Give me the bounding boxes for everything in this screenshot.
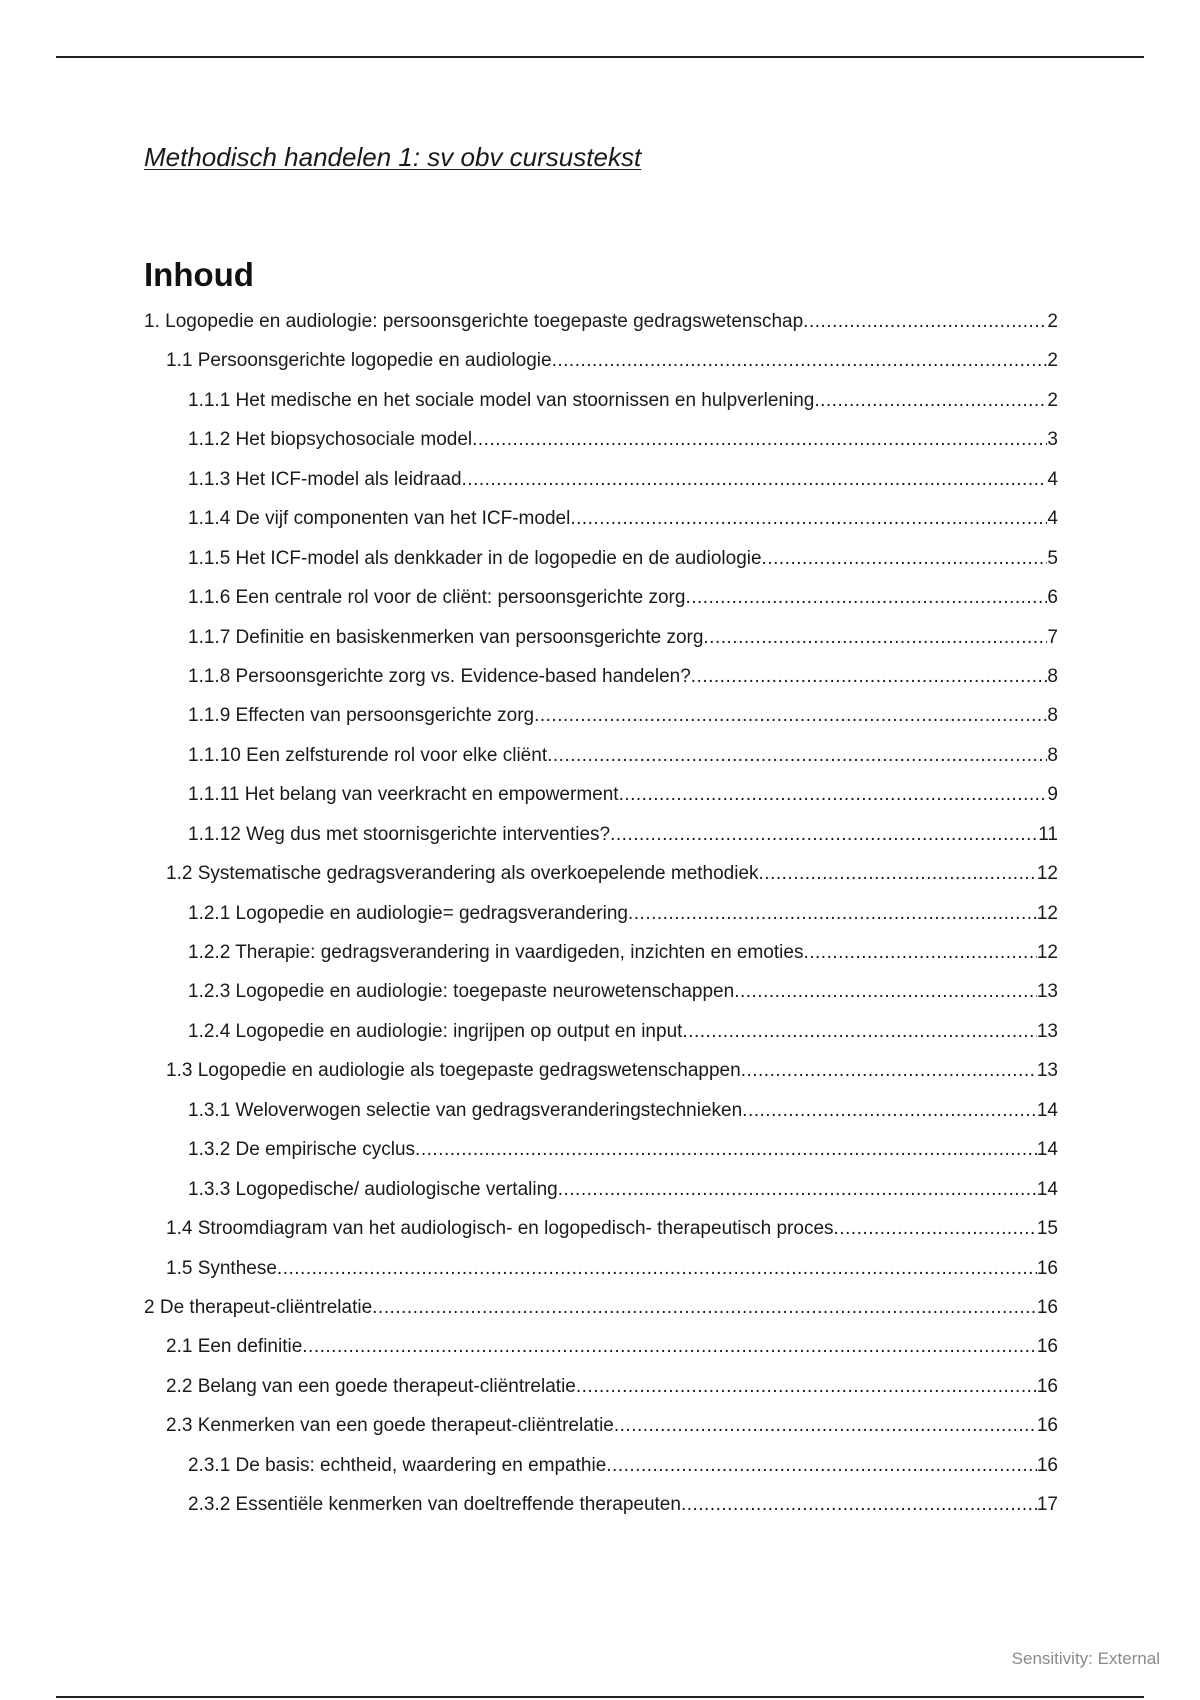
toc-entry-label: 2.3.1 De basis: echtheid, waardering en empathie <box>188 1454 607 1476</box>
toc-entry-page-number: 9 <box>1047 784 1058 806</box>
toc-entry-page-number: 14 <box>1036 1139 1058 1161</box>
toc-dot-leader <box>682 1019 1036 1045</box>
toc-entry-label: 1.2 Systematische gedragsverandering als overkoepelende methodiek <box>166 863 759 885</box>
toc-entry-page-number: 17 <box>1036 1494 1058 1516</box>
toc-entry[interactable] <box>144 427 1058 466</box>
toc-dot-leader <box>570 506 1047 532</box>
toc-entry-label: 1.1.10 Een zelfsturende rol voor elke cliënt <box>188 744 548 766</box>
toc-dot-leader <box>576 1374 1037 1400</box>
document-title: Methodisch handelen 1: sv obv cursustekst <box>144 142 642 172</box>
toc-dot-leader <box>814 388 1047 414</box>
toc-entry-label: 1.1.11 Het belang van veerkracht en empowerment <box>188 784 619 806</box>
toc-entry-page-number: 16 <box>1036 1336 1058 1358</box>
toc-entry-label: 1. Logopedie en audiologie: persoonsgerichte toegepaste gedragswetenschap <box>144 311 804 332</box>
toc-dot-leader <box>547 743 1047 769</box>
toc-dot-leader <box>685 585 1047 611</box>
toc-entry-page-number: 16 <box>1036 1415 1058 1437</box>
toc-entry-label: 1.1.12 Weg dus met stoornisgerichte interventies? <box>188 823 611 845</box>
toc-entry-label: 1.3.1 Weloverwogen selectie van gedragsveranderingstechnieken <box>188 1099 743 1121</box>
toc-entry-label: 1.2.2 Therapie: gedragsverandering in vaardigeden, inzichten en emoties <box>188 942 804 963</box>
toc-entry-label: 1.1.5 Het ICF-model als denkkader in de logopedie en de audiologie <box>188 547 762 569</box>
toc-entry[interactable] <box>144 861 1058 900</box>
toc-dot-leader <box>803 309 1047 335</box>
toc-dot-leader <box>558 1177 1037 1203</box>
toc-entry-page-number: 2 <box>1047 350 1058 372</box>
toc-dot-leader <box>691 664 1048 690</box>
toc-entry-label: 1.1.1 Het medische en het sociale model van stoornissen en hulpverlening <box>188 389 815 411</box>
toc-entry-label: 1.1.4 De vijf componenten van het ICF-model <box>188 508 571 530</box>
toc-dot-leader <box>606 1453 1037 1479</box>
toc-entry-label: 2.3.2 Essentiële kenmerken van doeltreffende therapeuten <box>188 1494 681 1516</box>
toc-dot-leader <box>759 861 1037 887</box>
toc-entry[interactable] <box>144 1453 1058 1492</box>
toc-entry[interactable] <box>144 782 1058 821</box>
toc-dot-leader <box>372 1295 1037 1321</box>
toc-entry[interactable] <box>144 1177 1058 1216</box>
toc-entry[interactable] <box>144 1216 1058 1255</box>
toc-entry-page-number: 8 <box>1047 744 1058 766</box>
toc-dot-leader <box>762 546 1048 572</box>
toc-entry-page-number: 14 <box>1036 1178 1058 1200</box>
toc-entry-page-number: 2 <box>1047 389 1058 411</box>
toc-entry-label: 1.3.3 Logopedische/ audiologische vertaling <box>188 1178 558 1200</box>
toc-entry[interactable] <box>144 979 1058 1018</box>
toc-entry-page-number: 8 <box>1047 705 1058 727</box>
toc-entry-page-number: 2 <box>1047 311 1058 332</box>
toc-entry[interactable] <box>144 940 1058 979</box>
toc-entry-page-number: 12 <box>1036 942 1058 963</box>
toc-entry-label: 2.2 Belang van een goede therapeut-cliëntrelatie <box>166 1375 576 1397</box>
toc-entry[interactable] <box>144 309 1058 348</box>
toc-dot-leader <box>415 1137 1037 1163</box>
toc-entry[interactable] <box>144 1492 1058 1531</box>
toc-entry-page-number: 5 <box>1047 547 1058 569</box>
toc-entry-page-number: 13 <box>1036 1020 1058 1042</box>
toc-dot-leader <box>462 467 1048 493</box>
toc-entry[interactable] <box>144 1137 1058 1176</box>
top-divider <box>56 56 1144 58</box>
toc-dot-leader <box>614 1413 1037 1439</box>
toc-dot-leader <box>834 1216 1037 1242</box>
toc-entry[interactable] <box>144 388 1058 427</box>
toc-entry-label: 1.1.7 Definitie en basiskenmerken van persoonsgerichte zorg <box>188 626 704 648</box>
toc-entry-label: 2.1 Een definitie <box>166 1336 303 1358</box>
toc-dot-leader <box>703 625 1047 651</box>
toc-dot-leader <box>734 979 1037 1005</box>
toc-entry[interactable] <box>144 822 1058 861</box>
toc-entry[interactable] <box>144 585 1058 624</box>
toc-dot-leader <box>534 703 1047 729</box>
toc-entry[interactable] <box>144 1413 1058 1452</box>
toc-entry-page-number: 16 <box>1036 1375 1058 1397</box>
toc-entry[interactable] <box>144 703 1058 742</box>
toc-entry-label: 1.5 Synthese <box>166 1257 277 1279</box>
toc-entry-page-number: 16 <box>1036 1296 1058 1318</box>
toc-entry[interactable] <box>144 1256 1058 1295</box>
toc-entry-label: 1.1.6 Een centrale rol voor de cliënt: persoonsgerichte zorg <box>188 587 686 609</box>
toc-dot-leader <box>742 1098 1037 1124</box>
toc-entry-label: 1.2.3 Logopedie en audiologie: toegepaste neurowetenschappen <box>188 981 735 1003</box>
toc-entry-page-number: 12 <box>1036 902 1058 924</box>
toc-entry[interactable] <box>144 1058 1058 1097</box>
toc-entry[interactable] <box>144 625 1058 664</box>
toc-entry-label: 1.2.1 Logopedie en audiologie= gedragsverandering <box>188 902 628 924</box>
toc-entry[interactable] <box>144 1334 1058 1373</box>
toc-entry[interactable] <box>144 1019 1058 1058</box>
toc-entry-page-number: 12 <box>1036 863 1058 885</box>
toc-entry[interactable] <box>144 467 1058 506</box>
toc-entry-label: 1.1.8 Persoonsgerichte zorg vs. Evidence-based handelen? <box>188 665 691 687</box>
toc-entry-label: 1.1 Persoonsgerichte logopedie en audiologie <box>166 350 552 372</box>
toc-dot-leader <box>302 1334 1037 1360</box>
toc-dot-leader <box>552 348 1048 374</box>
toc-dot-leader <box>803 940 1036 966</box>
toc-entry-label: 2 De therapeut-cliëntrelatie <box>144 1296 373 1318</box>
toc-entry-page-number: 13 <box>1036 1060 1058 1082</box>
toc-entry-page-number: 4 <box>1047 468 1058 490</box>
toc-entry-page-number: 11 <box>1038 823 1058 845</box>
toc-entry[interactable] <box>144 506 1058 545</box>
toc-dot-leader <box>610 822 1038 848</box>
toc-heading: Inhoud <box>144 256 254 293</box>
sensitivity-label: Sensitivity: External <box>1011 1649 1160 1668</box>
bottom-divider <box>56 1696 1144 1698</box>
toc-entry-page-number: 14 <box>1036 1099 1058 1121</box>
toc-entry-label: 1.4 Stroomdiagram van het audiologisch- en logopedisch- therapeutisch proces <box>166 1218 834 1240</box>
toc-dot-leader <box>741 1058 1037 1084</box>
toc-entry-page-number: 6 <box>1047 587 1058 609</box>
toc-entry[interactable] <box>144 1295 1058 1334</box>
toc-entry-page-number: 3 <box>1047 429 1058 451</box>
toc-entry[interactable] <box>144 743 1058 782</box>
toc-entry-label: 1.1.2 Het biopsychosociale model <box>188 429 473 451</box>
toc-dot-leader <box>619 782 1048 808</box>
toc-entry-page-number: 16 <box>1036 1454 1058 1476</box>
toc-entry[interactable] <box>144 348 1058 387</box>
toc-entry-label: 1.2.4 Logopedie en audiologie: ingrijpen op output en input <box>188 1020 683 1042</box>
toc-entry[interactable] <box>144 1374 1058 1413</box>
toc-entry-page-number: 13 <box>1036 981 1058 1003</box>
toc-dot-leader <box>681 1492 1037 1518</box>
toc-entry-label: 2.3 Kenmerken van een goede therapeut-cliëntrelatie <box>166 1415 614 1437</box>
toc-entry-page-number: 7 <box>1047 626 1058 648</box>
toc-dot-leader <box>277 1256 1037 1282</box>
toc-entry-page-number: 16 <box>1036 1257 1058 1279</box>
toc-entry-page-number: 15 <box>1036 1218 1058 1240</box>
toc-entry[interactable] <box>144 664 1058 703</box>
toc-entry[interactable] <box>144 901 1058 940</box>
toc-entry-label: 1.1.3 Het ICF-model als leidraad <box>188 468 462 490</box>
table-of-contents <box>144 309 1058 1532</box>
toc-entry-label: 1.1.9 Effecten van persoonsgerichte zorg <box>188 705 535 727</box>
toc-dot-leader <box>472 427 1047 453</box>
toc-entry-label: 1.3.2 De empirische cyclus <box>188 1139 416 1161</box>
toc-entry[interactable] <box>144 1098 1058 1137</box>
toc-dot-leader <box>628 901 1037 927</box>
toc-entry[interactable] <box>144 546 1058 585</box>
toc-entry-page-number: 4 <box>1047 508 1058 530</box>
toc-entry-label: 1.3 Logopedie en audiologie als toegepaste gedragswetenschappen <box>166 1060 741 1082</box>
toc-entry-page-number: 8 <box>1047 665 1058 687</box>
